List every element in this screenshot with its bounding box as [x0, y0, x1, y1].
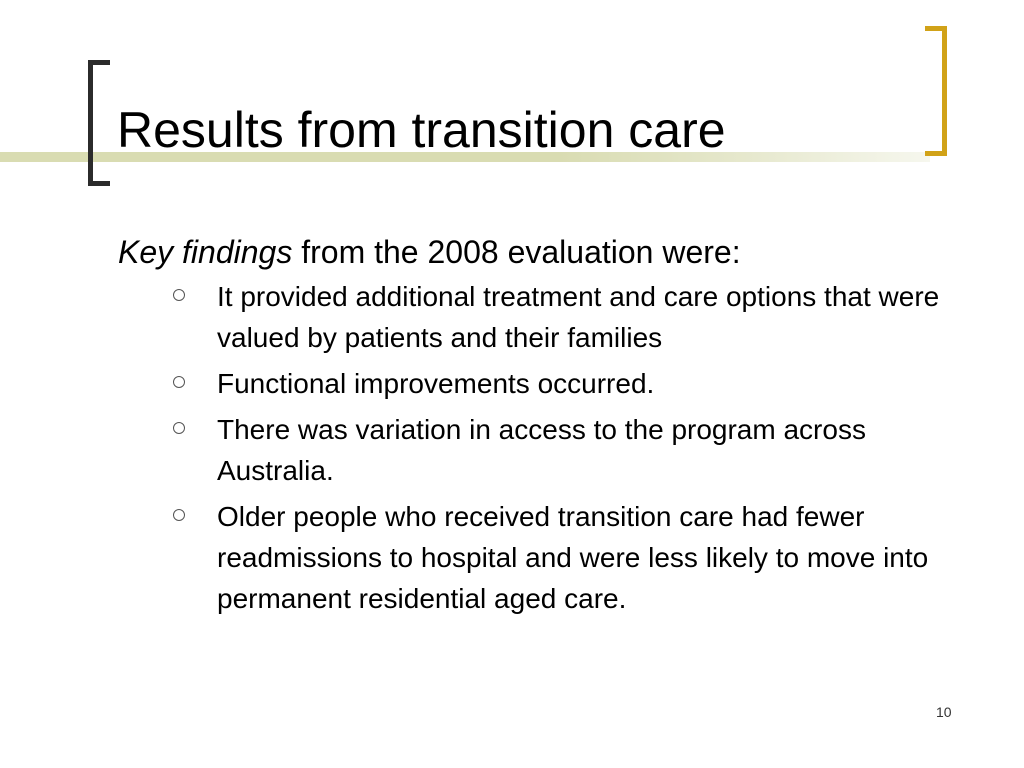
bullet-text: It provided additional treatment and care options that were valued by patients and their families: [217, 281, 940, 353]
hollow-circle-bullet-icon: [173, 376, 185, 388]
bullet-text: There was variation in access to the program across Australia.: [217, 414, 866, 486]
hollow-circle-bullet-icon: [173, 289, 185, 301]
bullet-item: [118, 496, 957, 619]
lead-sentence: [118, 230, 968, 274]
lead-text: from the 2008 evaluation were:: [292, 234, 741, 270]
page-number: 10: [936, 704, 952, 720]
bullet-item: [118, 409, 957, 491]
lead-emphasis: Key findings: [118, 234, 293, 270]
bullet-text: Functional improvements occurred.: [217, 368, 655, 399]
bullet-text: Older people who received transition care had fewer readmissions to hospital and were less likely to move into permanent residential aged care.: [217, 501, 929, 614]
left-bracket-decoration: [88, 60, 110, 186]
bullet-list: [118, 276, 968, 619]
hollow-circle-bullet-icon: [173, 509, 185, 521]
bullet-item: [118, 276, 957, 358]
right-bracket-decoration: [925, 26, 947, 156]
hollow-circle-bullet-icon: [173, 422, 185, 434]
slide-title: Results from transition care: [117, 102, 726, 158]
slide-body: [118, 230, 968, 624]
bullet-item: [118, 363, 957, 404]
